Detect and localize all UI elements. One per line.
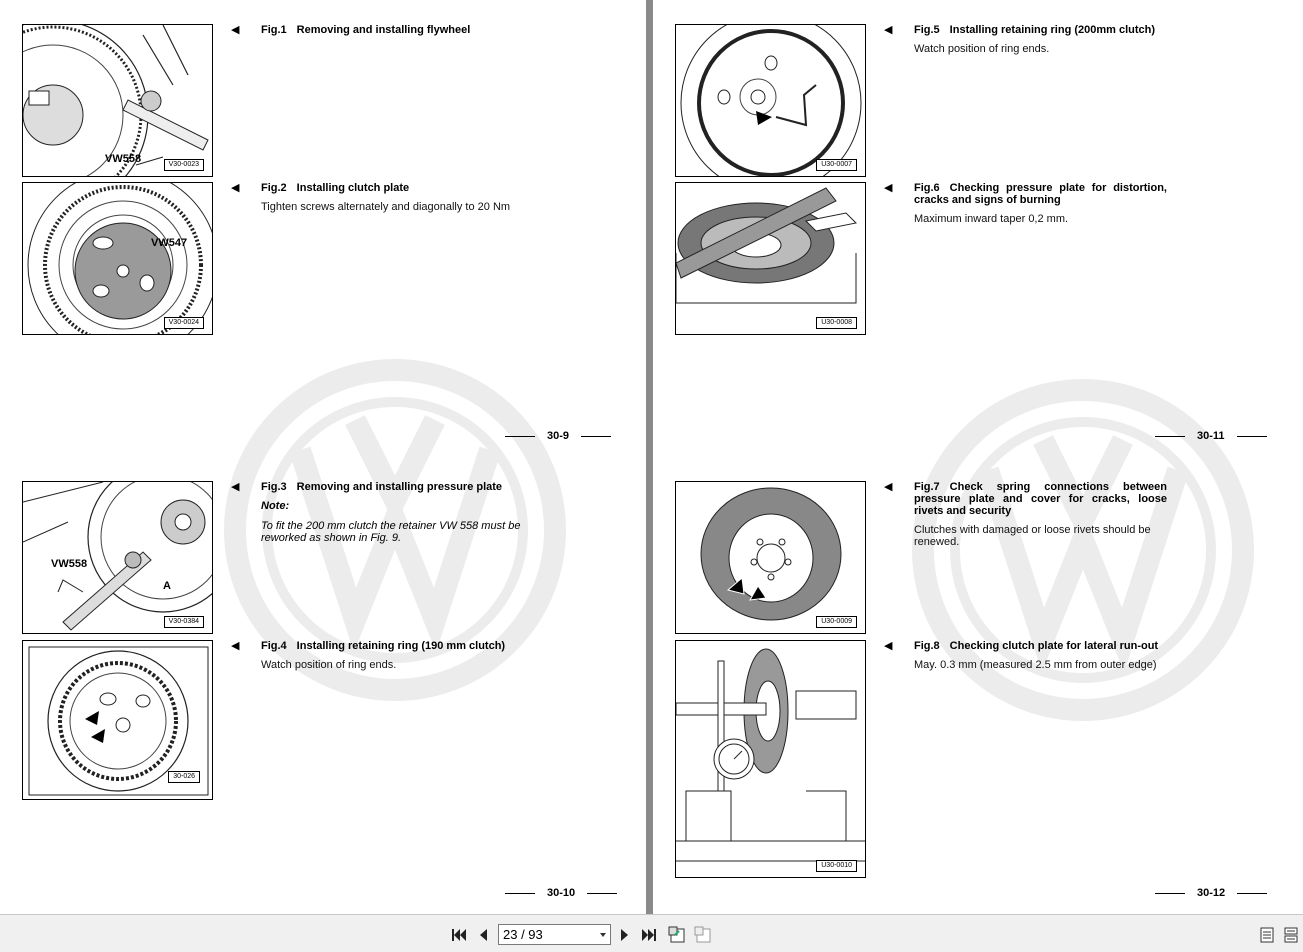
caption-pointer-icon: ◀ — [231, 182, 240, 194]
caption-pointer-icon: ◀ — [884, 640, 893, 652]
page-number-text: 30-11 — [1197, 430, 1225, 442]
figure-3-number: Fig.3 — [261, 481, 287, 493]
figure-2-number: Fig.2 — [261, 182, 287, 194]
first-page-icon[interactable] — [450, 926, 468, 944]
volkswagen-watermark — [893, 360, 1273, 740]
page-number-text: 30-9 — [547, 430, 570, 442]
fit-page-icon[interactable] — [668, 926, 686, 944]
figure-6-caption — [884, 182, 1167, 225]
page-number-text: 30-12 — [1197, 887, 1226, 899]
caption-pointer-icon: ◀ — [231, 24, 240, 36]
figure-6-code: U30-0008 — [816, 317, 857, 329]
last-page-icon[interactable] — [640, 926, 658, 944]
next-page-icon[interactable] — [616, 926, 634, 944]
caption-pointer-icon: ◀ — [884, 24, 893, 36]
chevron-down-icon — [600, 933, 606, 937]
page-number-selector[interactable] — [498, 924, 611, 945]
page-indicator-text: 23 / 93 — [503, 927, 543, 942]
document-page-right — [653, 0, 1303, 914]
figure-2-caption — [231, 182, 521, 213]
document-page-left — [0, 0, 646, 914]
figure-3-note-text: To fit the 200 mm clutch the retainer VW 558 must be reworked as shown in Fig. 9. — [261, 520, 521, 544]
continuous-view-icon[interactable] — [1282, 926, 1300, 944]
fit-width-icon[interactable] — [694, 926, 712, 944]
figure-4-caption — [231, 640, 521, 671]
figure-3-title: Removing and installing pressure plate — [296, 481, 503, 493]
figure-3-caption — [231, 481, 521, 544]
figure-7-text: Clutches with damaged or loose rivets should be renewed. — [914, 524, 1151, 548]
figure-1-number: Fig.1 — [261, 24, 287, 36]
figure-2-image — [22, 182, 213, 335]
figure-5-text: Watch position of ring ends. — [914, 43, 1050, 55]
figure-7-image — [675, 481, 866, 634]
figure-4-number: Fig.4 — [261, 640, 287, 652]
figure-1-image — [22, 24, 213, 177]
page-number-30-11 — [1143, 430, 1279, 442]
previous-page-icon[interactable] — [474, 926, 492, 944]
figure-7-caption — [884, 481, 1167, 548]
caption-pointer-icon: ◀ — [231, 640, 240, 652]
figure-3-label-vw558: VW558 — [51, 558, 88, 570]
figure-1-code: V30-0023 — [164, 159, 204, 171]
figure-4-image — [22, 640, 213, 800]
page-number-30-9 — [493, 430, 623, 442]
figure-1-title: Removing and installing flywheel — [296, 24, 471, 36]
caption-pointer-icon: ◀ — [231, 481, 240, 493]
figure-8-text: May. 0.3 mm (measured 2.5 mm from outer edge) — [914, 659, 1157, 671]
figure-5-title: Installing retaining ring (200mm clutch) — [949, 24, 1156, 36]
figure-7-code: U30-0009 — [816, 616, 857, 628]
figure-5-code: U30-0007 — [816, 159, 857, 171]
figure-3-label-a: A — [163, 580, 171, 592]
figure-5-image — [675, 24, 866, 177]
single-page-view-icon[interactable] — [1258, 926, 1276, 944]
caption-pointer-icon: ◀ — [884, 182, 893, 194]
figure-8-number: Fig.8 — [914, 640, 940, 652]
figure-6-title: Checking pressure plate for distortion, cracks and signs of burning — [914, 182, 1167, 206]
figure-7-title: Check spring connections between pressure plate and cover for cracks, loose rivets and security — [914, 481, 1167, 517]
figure-6-text: Maximum inward taper 0,2 mm. — [914, 213, 1069, 225]
figure-5-caption — [884, 24, 1174, 55]
figure-8-caption — [884, 640, 1174, 671]
figure-2-code: V30-0024 — [164, 317, 204, 329]
page-number-30-10 — [493, 887, 629, 899]
figure-7-number: Fig.7 — [914, 481, 940, 493]
figure-1-caption — [231, 24, 521, 36]
figure-2-text: Tighten screws alternately and diagonally to 20 Nm — [261, 201, 511, 213]
figure-8-code: U30-0010 — [816, 860, 857, 872]
figure-5-number: Fig.5 — [914, 24, 940, 36]
figure-2-title: Installing clutch plate — [296, 182, 410, 194]
figure-6-number: Fig.6 — [914, 182, 940, 194]
viewer-toolbar — [0, 914, 1303, 952]
figure-3-code: V30-0384 — [164, 616, 204, 628]
page-number-text: 30-10 — [547, 887, 576, 899]
figure-3-image — [22, 481, 213, 634]
figure-8-image — [675, 640, 866, 878]
figure-8-title: Checking clutch plate for lateral run-out — [949, 640, 1159, 652]
caption-pointer-icon: ◀ — [884, 481, 893, 493]
figure-3-note-label: Note: — [261, 500, 290, 512]
figure-2-label-vw547: VW547 — [151, 237, 188, 249]
figure-4-title: Installing retaining ring (190 mm clutch) — [296, 640, 506, 652]
figure-4-text: Watch position of ring ends. — [261, 659, 397, 671]
figure-1-label-vw558: VW558 — [105, 153, 142, 165]
page-number-30-12 — [1143, 887, 1279, 899]
figure-6-image — [675, 182, 866, 335]
figure-4-code: 30-026 — [168, 771, 200, 783]
